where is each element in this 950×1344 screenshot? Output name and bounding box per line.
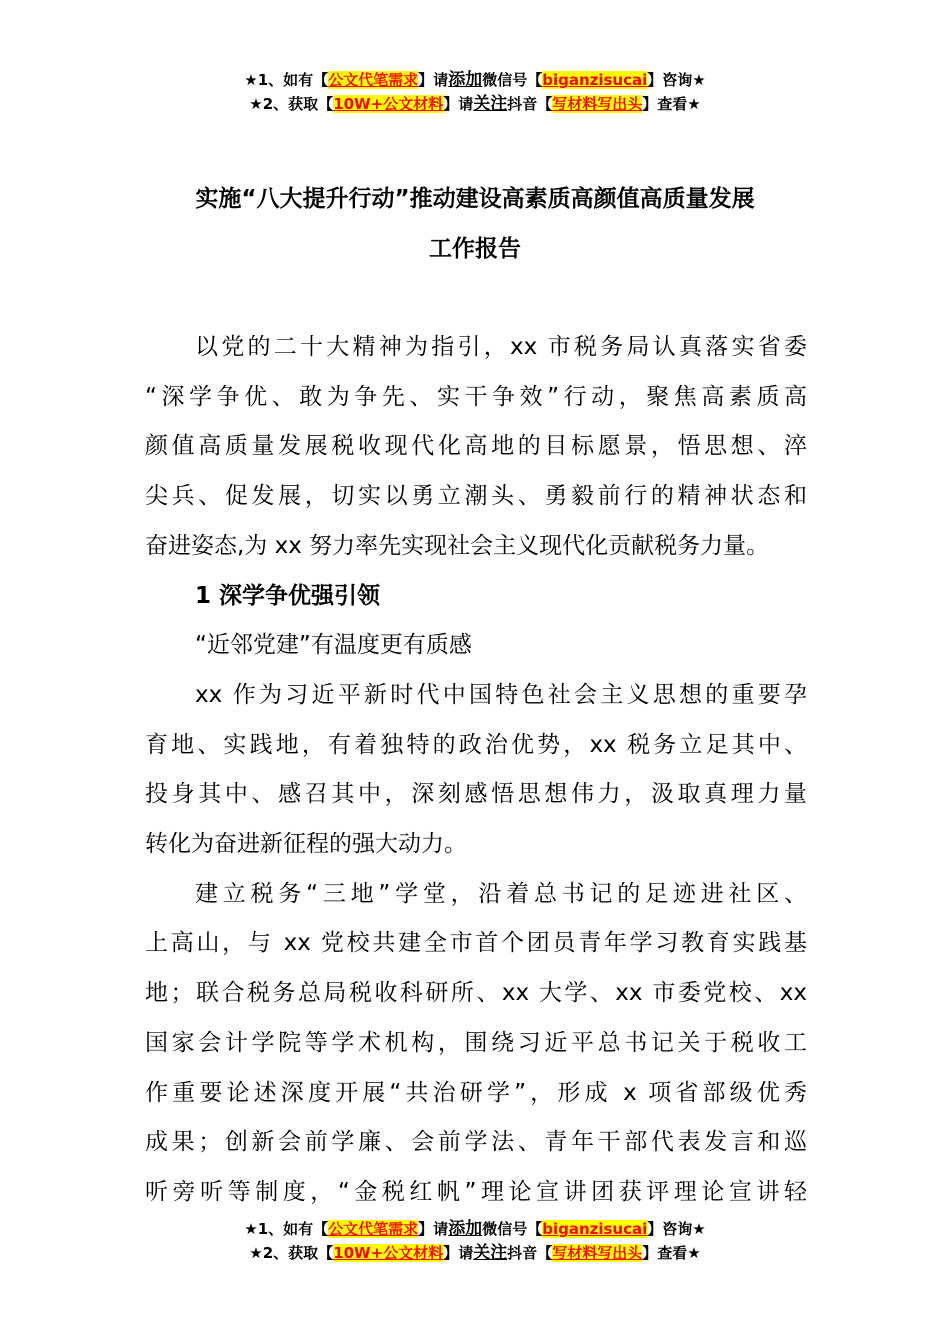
body-text-line: 上高山，与 xx 党校共建全市首个团员青年学习教育实践基 <box>145 930 807 957</box>
body-text-line: 奋进姿态,为 xx 努力率先实现社会主义现代化贡献税务力量。 <box>145 532 770 559</box>
subheading: “近邻党建”有温度更有质感 <box>195 632 472 659</box>
body-text-line: 育地、实践地，有着独特的政治优势，xx 税务立足其中、 <box>145 731 807 758</box>
body-text-line: 成果；创新会前学廉、会前学法、青年干部代表发言和巡 <box>145 1129 807 1156</box>
promo-banner-top <box>0 68 950 116</box>
body-text-line: 尖兵、促发展，切实以勇立潮头、勇毅前行的精神状态和 <box>145 483 807 510</box>
section-heading: 1 深学争优强引领 <box>195 582 381 609</box>
body-text-line: 听旁听等制度，“金税红帆”理论宣讲团获评理论宣讲轻 <box>145 1178 807 1205</box>
body-text-line: 国家会计学院等学术机构，围绕习近平总书记关于税收工 <box>145 1029 807 1056</box>
banner-line-2: ★2、获取【10W+公文材料】请关注抖音【写材料写出头】查看★ <box>249 94 701 114</box>
body-text-line: xx 作为习近平新时代中国特色社会主义思想的重要孕 <box>195 681 807 708</box>
body-text-line: 以党的二十大精神为指引，xx 市税务局认真落实省委 <box>195 334 807 360</box>
promo-banner-bottom <box>0 1217 950 1265</box>
body-text-line: 颜值高质量发展税收现代化高地的目标愿景，悟思想、淬 <box>145 433 807 460</box>
document-title-line-2: 工作报告 <box>429 236 521 262</box>
banner-line-1: ★1、如有【公文代笔需求】请添加微信号【biganzisucai】咨询★ <box>244 1219 706 1239</box>
banner-line-1: ★1、如有【公文代笔需求】请添加微信号【biganzisucai】咨询★ <box>244 70 706 90</box>
body-text-line: 作重要论述深度开展“共治研学”，形成 x 项省部级优秀 <box>145 1079 807 1106</box>
banner-line-2: ★2、获取【10W+公文材料】请关注抖音【写材料写出头】查看★ <box>249 1243 701 1263</box>
document-title: 实施“八大提升行动”推动建设高素质高颜值高质量发展 <box>195 186 755 212</box>
body-text-line: 投身其中、感召其中，深刻感悟思想伟力，汲取真理力量 <box>145 781 807 808</box>
body-text-line: “深学争优、敢为争先、实干争效”行动，聚焦高素质高 <box>145 383 807 410</box>
body-text-line: 地；联合税务总局税收科研所、xx 大学、xx 市委党校、xx <box>145 980 807 1007</box>
body-text-line: 转化为奋进新征程的强大动力。 <box>145 831 467 857</box>
body-text-line: 建立税务“三地”学堂，沿着总书记的足迹进社区、 <box>195 880 807 907</box>
